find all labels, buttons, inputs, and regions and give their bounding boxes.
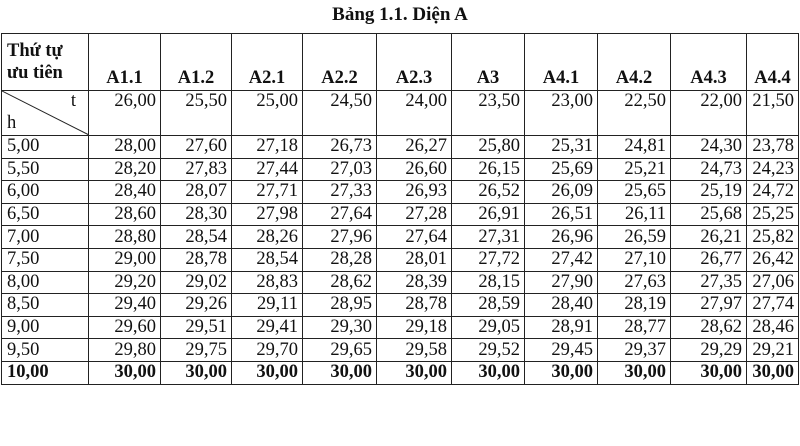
table-cell: 28,26 — [232, 226, 303, 249]
table-row — [2, 158, 799, 181]
table-cell: 27,10 — [598, 248, 671, 271]
table-cell: 27,96 — [303, 226, 377, 249]
table-cell: 27,60 — [161, 136, 232, 159]
table-cell: 27,28 — [377, 203, 452, 226]
table-cell: 25,65 — [598, 181, 671, 204]
row-header-h: 8,50 — [2, 294, 89, 317]
column-header: A2.3 — [377, 34, 452, 91]
table-cell: 29,20 — [89, 271, 161, 294]
table-cell: 28,59 — [452, 294, 525, 317]
table-cell: 27,72 — [452, 248, 525, 271]
table-cell: 28,77 — [598, 316, 671, 339]
table-cell: 26,21 — [671, 226, 747, 249]
row-header-h: 9,00 — [2, 316, 89, 339]
table-cell: 28,07 — [161, 181, 232, 204]
table-cell: 29,30 — [303, 316, 377, 339]
table-cell: 25,82 — [747, 226, 799, 249]
table-cell: 29,40 — [89, 294, 161, 317]
t-value-cell: 26,00 — [89, 91, 161, 136]
table-cell: 27,83 — [161, 158, 232, 181]
t-value-cell: 22,50 — [598, 91, 671, 136]
table-row — [2, 181, 799, 204]
column-header: A4.2 — [598, 34, 671, 91]
table-cell: 29,26 — [161, 294, 232, 317]
table-cell: 28,20 — [89, 158, 161, 181]
table-cell: 27,35 — [671, 271, 747, 294]
table-row — [2, 361, 799, 384]
table-cell: 28,62 — [303, 271, 377, 294]
table-cell: 27,06 — [747, 271, 799, 294]
table-cell: 30,00 — [89, 361, 161, 384]
table-cell: 26,77 — [671, 248, 747, 271]
table-row — [2, 339, 799, 362]
t-value-cell: 24,50 — [303, 91, 377, 136]
column-header: A2.2 — [303, 34, 377, 91]
table-cell: 29,45 — [525, 339, 598, 362]
corner-header — [2, 34, 89, 91]
table-cell: 26,15 — [452, 158, 525, 181]
table-cell: 27,97 — [671, 294, 747, 317]
score-table — [1, 33, 799, 385]
table-cell: 30,00 — [452, 361, 525, 384]
table-cell: 26,59 — [598, 226, 671, 249]
table-cell: 27,03 — [303, 158, 377, 181]
table-cell: 28,00 — [89, 136, 161, 159]
table-cell: 26,60 — [377, 158, 452, 181]
t-value-cell: 24,00 — [377, 91, 452, 136]
column-header: A3 — [452, 34, 525, 91]
table-row — [2, 248, 799, 271]
table-cell: 28,01 — [377, 248, 452, 271]
corner-line-1: Thứ tự — [7, 40, 63, 61]
table-cell: 26,52 — [452, 181, 525, 204]
table-cell: 27,63 — [598, 271, 671, 294]
table-cell: 26,51 — [525, 203, 598, 226]
row-header-h: 5,50 — [2, 158, 89, 181]
table-cell: 28,83 — [232, 271, 303, 294]
table-cell: 28,91 — [525, 316, 598, 339]
table-cell: 27,18 — [232, 136, 303, 159]
table-cell: 24,73 — [671, 158, 747, 181]
t-value-cell: 22,00 — [671, 91, 747, 136]
table-cell: 26,27 — [377, 136, 452, 159]
row-header-h: 8,00 — [2, 271, 89, 294]
table-cell: 27,98 — [232, 203, 303, 226]
table-cell: 27,71 — [232, 181, 303, 204]
table-cell: 29,18 — [377, 316, 452, 339]
table-cell: 24,23 — [747, 158, 799, 181]
table-cell: 29,00 — [89, 248, 161, 271]
table-cell: 29,05 — [452, 316, 525, 339]
h-axis-label: h — [7, 113, 17, 133]
table-cell: 27,64 — [303, 203, 377, 226]
table-cell: 28,15 — [452, 271, 525, 294]
column-header: A1.2 — [161, 34, 232, 91]
table-cell: 29,80 — [89, 339, 161, 362]
column-header: A4.4 — [747, 34, 799, 91]
table-cell: 25,68 — [671, 203, 747, 226]
table-cell: 28,40 — [525, 294, 598, 317]
table-cell: 29,02 — [161, 271, 232, 294]
table-cell: 26,91 — [452, 203, 525, 226]
table-cell: 28,95 — [303, 294, 377, 317]
table-cell: 25,21 — [598, 158, 671, 181]
t-value-cell: 25,50 — [161, 91, 232, 136]
row-header-h: 6,50 — [2, 203, 89, 226]
table-cell: 29,37 — [598, 339, 671, 362]
table-cell: 29,51 — [161, 316, 232, 339]
table-cell: 25,69 — [525, 158, 598, 181]
t-value-cell: 23,50 — [452, 91, 525, 136]
table-cell: 26,93 — [377, 181, 452, 204]
table-cell: 28,78 — [161, 248, 232, 271]
table-cell: 30,00 — [377, 361, 452, 384]
row-header-h: 6,00 — [2, 181, 89, 204]
column-header: A1.1 — [89, 34, 161, 91]
table-row — [2, 316, 799, 339]
header-row — [2, 34, 799, 91]
table-cell: 28,30 — [161, 203, 232, 226]
table-cell: 27,90 — [525, 271, 598, 294]
row-header-h: 5,00 — [2, 136, 89, 159]
table-title: Bảng 1.1. Diện A — [332, 4, 468, 25]
table-row — [2, 136, 799, 159]
table-cell: 27,31 — [452, 226, 525, 249]
table-row — [2, 271, 799, 294]
table-cell: 26,11 — [598, 203, 671, 226]
table-cell: 28,40 — [89, 181, 161, 204]
table-cell: 28,39 — [377, 271, 452, 294]
column-header: A2.1 — [232, 34, 303, 91]
table-cell: 26,96 — [525, 226, 598, 249]
table-cell: 29,52 — [452, 339, 525, 362]
table-cell: 24,72 — [747, 181, 799, 204]
table-cell: 28,62 — [671, 316, 747, 339]
table-cell: 23,78 — [747, 136, 799, 159]
table-cell: 28,80 — [89, 226, 161, 249]
table-cell: 28,60 — [89, 203, 161, 226]
table-cell: 29,75 — [161, 339, 232, 362]
table-cell: 28,46 — [747, 316, 799, 339]
table-cell: 29,58 — [377, 339, 452, 362]
column-header: A4.3 — [671, 34, 747, 91]
table-cell: 28,28 — [303, 248, 377, 271]
table-cell: 29,65 — [303, 339, 377, 362]
table-cell: 29,70 — [232, 339, 303, 362]
table-cell: 27,33 — [303, 181, 377, 204]
table-cell: 30,00 — [303, 361, 377, 384]
diagonal-cell — [2, 91, 89, 136]
t-value-cell: 25,00 — [232, 91, 303, 136]
table-cell: 25,80 — [452, 136, 525, 159]
table-cell: 30,00 — [598, 361, 671, 384]
table-cell: 28,78 — [377, 294, 452, 317]
table-row — [2, 226, 799, 249]
table-cell: 30,00 — [671, 361, 747, 384]
table-row — [2, 203, 799, 226]
table-cell: 26,73 — [303, 136, 377, 159]
table-cell: 27,44 — [232, 158, 303, 181]
row-header-h: 9,50 — [2, 339, 89, 362]
row-header-h: 7,50 — [2, 248, 89, 271]
table-cell: 29,41 — [232, 316, 303, 339]
table-cell: 26,09 — [525, 181, 598, 204]
t-values-row — [2, 91, 799, 136]
table-row — [2, 294, 799, 317]
table-cell: 28,19 — [598, 294, 671, 317]
table-cell: 26,42 — [747, 248, 799, 271]
table-cell: 24,81 — [598, 136, 671, 159]
table-cell: 30,00 — [161, 361, 232, 384]
table-cell: 27,64 — [377, 226, 452, 249]
table-cell: 24,30 — [671, 136, 747, 159]
table-cell: 29,21 — [747, 339, 799, 362]
table-cell: 29,60 — [89, 316, 161, 339]
table-cell: 30,00 — [747, 361, 799, 384]
t-value-cell: 23,00 — [525, 91, 598, 136]
table-cell: 27,74 — [747, 294, 799, 317]
table-cell: 30,00 — [525, 361, 598, 384]
t-axis-label: t — [70, 91, 76, 111]
column-header: A4.1 — [525, 34, 598, 91]
table-cell: 30,00 — [232, 361, 303, 384]
row-header-h: 10,00 — [2, 361, 89, 384]
table-cell: 27,42 — [525, 248, 598, 271]
table-cell: 25,25 — [747, 203, 799, 226]
row-header-h: 7,00 — [2, 226, 89, 249]
corner-line-2: ưu tiên — [7, 62, 63, 83]
t-value-cell: 21,50 — [747, 91, 799, 136]
table-cell: 28,54 — [232, 248, 303, 271]
table-cell: 29,11 — [232, 294, 303, 317]
table-cell: 25,31 — [525, 136, 598, 159]
table-cell: 25,19 — [671, 181, 747, 204]
table-cell: 29,29 — [671, 339, 747, 362]
table-cell: 28,54 — [161, 226, 232, 249]
